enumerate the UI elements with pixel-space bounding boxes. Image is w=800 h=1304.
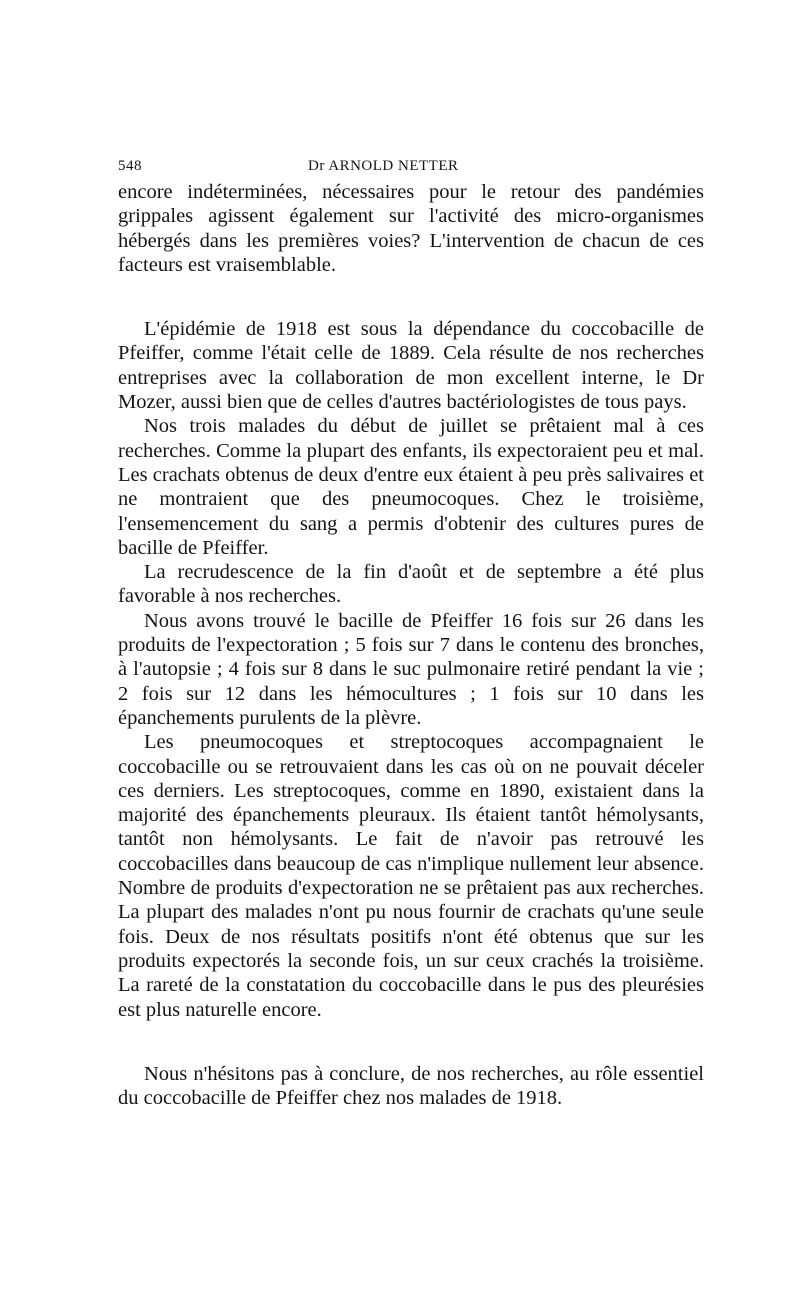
paragraph-epidemie: L'épidémie de 1918 est sous la dépendance du coccobacille de Pfeiffer, comme l'était celle de 1889. Cela résulte de nos recherches entreprises avec la collaboration de mon excellent interne, le Dr Mozer, aussi bien que de celles d'autres bactériologistes de tous pays.: [118, 318, 704, 414]
paragraph-resultats: Nous avons trouvé le bacille de Pfeiffer 16 fois sur 26 dans les produits de l'expectoration ; 5 fois sur 7 dans le contenu des bronches, à l'autopsie ; 4 fois sur 8 dans le suc pulmonaire retiré pendant la vie ; 2 fois sur 12 dans les hémocultures ; 1 fois sur 10 dans les épanchements purulents de la plèvre.: [118, 609, 704, 729]
paragraph-continuation: encore indéterminées, nécessaires pour le retour des pandémies grippales agissent également sur l'activité des micro-organismes hébergés dans les premières voies? L'intervention de chacun de ces facteurs est vraisemblable.: [118, 181, 704, 276]
paragraph-pneumocoques: Les pneumocoques et streptocoques accompagnaient le coccobacille ou se retrouvaient dans les cas où on ne pouvait déceler ces derniers. Les streptocoques, comme en 1890, existaient dans la majorité des épanchements pleuraux. Ils étaient tantôt hémolysants, tantôt non hémolysants. Le fait de n'avoir pas retrouvé les coccobacilles dans beaucoup de cas n'implique nullement leur absence. Nombre de produits d'expectoration ne se prêtaient pas aux recherches. La plupart des malades n'ont pu nous fournir de crachats qu'une seule fois. Deux de nos résultats positifs n'ont été obtenus que sur les produits expectorés la seconde fois, un sur ceux crachés la troisième. La rareté de la constatation du coccobacille dans le pus des pleurésies est plus naturelle encore.: [118, 731, 704, 1021]
paragraph-conclusion: Nous n'hésitons pas à conclure, de nos recherches, au rôle essentiel du coccobacille de Pfeiffer chez nos malades de 1918.: [118, 1062, 704, 1110]
page-number: 548: [118, 158, 142, 174]
paragraph-trois-malades: Nos trois malades du début de juillet se prêtaient mal à ces recherches. Comme la plupart des enfants, ils expectoraient peu et mal. Les crachats obtenus de deux d'entre eux étaient à peu près salivaires et ne montraient que des pneumocoques. Chez le troisième, l'ensemencement du sang a permis d'obtenir des cultures pures de bacille de Pfeiffer.: [118, 415, 704, 559]
book-page: [118, 150, 704, 1110]
author-name: ARNOLD NETTER: [328, 158, 459, 174]
running-title: [308, 158, 459, 175]
paragraph-recrudescence: La recrudescence de la fin d'août et de septembre a été plus favorable à nos recherches.: [118, 561, 704, 608]
author-title: Dr: [308, 158, 325, 174]
running-head: [118, 150, 704, 180]
